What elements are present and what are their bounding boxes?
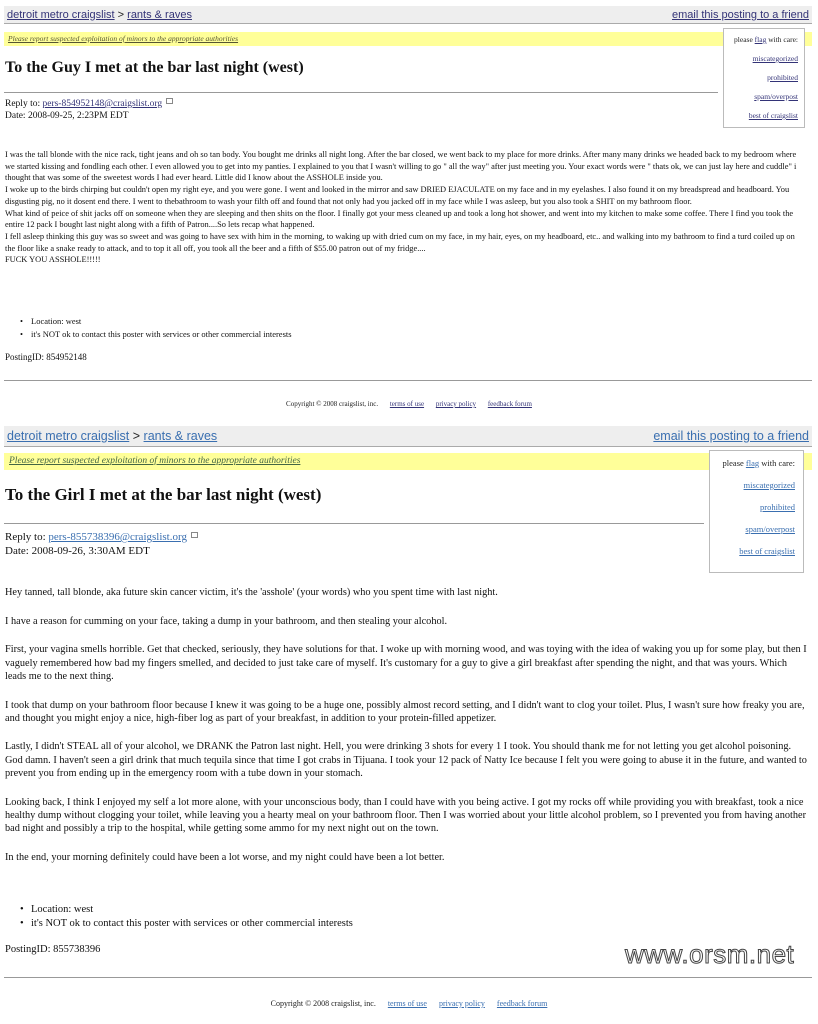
flag-best-of-link[interactable]: best of craigslist bbox=[748, 111, 798, 120]
reply-email-link[interactable]: pers-854952148@craigslist.org bbox=[42, 99, 163, 109]
flag-suffix: with care: bbox=[761, 458, 795, 468]
body-paragraph: In the end, your morning definitely could have been a lot worse, and my night could have been a lot better. bbox=[5, 851, 445, 863]
reply-email-link[interactable]: pers-855738396@craigslist.org bbox=[48, 531, 187, 543]
posting-meta bbox=[5, 98, 173, 122]
divider bbox=[4, 523, 704, 524]
posting-date: 2008-09-26, 3:30AM EDT bbox=[31, 544, 150, 557]
report-exploitation-link[interactable]: Please report suspected exploitation of minors to the appropriate authorities bbox=[8, 34, 239, 43]
posting-meta bbox=[5, 531, 198, 558]
divider bbox=[4, 977, 812, 978]
body-paragraph: I took that dump on your bathroom floor because I knew it was going to be a huge one, possibly almost record setting, and I didn't want to clog your toilet. Plus, I wasn't sure how freaky you are, and thought you might enjoy a nice, high-fiber log as part of your breakfast, in addition to your protein-filled appetizer. bbox=[5, 699, 805, 724]
breadcrumb bbox=[4, 9, 192, 21]
body-paragraph: What kind of peice of shit jacks off on someone when they are sleeping and then shits on the floor. I finally got your mess cleaned up and took a long hot shower, and went into my kitchen to make some coffee. There I find you took the entire 12 pack I bought last night along with a fifth of Patron....So lets recap what happened. bbox=[5, 208, 794, 230]
terms-of-use-link[interactable]: terms of use bbox=[389, 400, 425, 408]
body-paragraph: FUCK YOU ASSHOLE!!!!! bbox=[5, 255, 101, 265]
terms-of-use-link[interactable]: terms of use bbox=[387, 999, 427, 1008]
watermark: www.orsm.net bbox=[625, 939, 795, 969]
posting-body bbox=[5, 149, 805, 266]
breadcrumb-bar bbox=[4, 6, 812, 24]
body-paragraph: I have a reason for cumming on your face, taking a dump in your bathroom, and then stealing your alcohol. bbox=[5, 615, 448, 627]
posting-date: 2008-09-25, 2:23PM EDT bbox=[27, 111, 129, 121]
flag-suffix: with care: bbox=[768, 35, 798, 44]
email-friend-link[interactable]: email this posting to a friend bbox=[653, 429, 809, 443]
breadcrumb-site-link[interactable]: detroit metro craigslist bbox=[7, 8, 115, 21]
mail-icon[interactable] bbox=[191, 532, 198, 538]
flag-miscategorized-link[interactable]: miscategorized bbox=[743, 480, 795, 490]
exploitation-warning-bar bbox=[4, 453, 812, 470]
exploitation-warning-bar bbox=[4, 32, 812, 46]
flag-box bbox=[709, 450, 804, 573]
copyright: Copyright © 2008 craigslist, inc. bbox=[286, 400, 379, 408]
body-paragraph: Hey tanned, tall blonde, aka future skin cancer victim, it's the 'asshole' (your words) who you spent time with last night. bbox=[5, 587, 498, 598]
body-paragraph: I woke up to the birds chirping but couldn't open my right eye, and you were gone. I went and looked in the mirror and saw DRIED EJACULATE on my face and in my eyelashes. I also found it on my breadspread and headboard. You disgusting pig, no it dosent end there. I went to thebathroom to wash your filth off and found that not only had you jacked off in my face while I was asleep, but you also took a SHIT on my bathroom floor. bbox=[5, 185, 790, 206]
body-paragraph: I was the tall blonde with the nice rack, tight jeans and oh so tan body. You bought me drinks all night long. After the bar closed, we went back to my place for more drinks. After many many drinks we headed back to my bedroom where we started kissing and fondling each other. I even allowed you to get into my panties. I explained to you that I wasn't willing to go " all the way" after just meeting you. Your exact words were " thats ok, we can just lay here and cuddle" i thought that was some of the sweetest words I had ever heard. Little did I know about the ASSHOLE inside you. bbox=[5, 150, 797, 183]
body-paragraph: Looking back, I think I enjoyed my self a lot more alone, with your unconscious body, than I could have with you being active. I got my rocks off while providing you with breakfast, took a nice healthy dump without clogging your toilet, while leaving you a hearty meal on your bathroom floor. Then I was worried about your little alcohol problem, so I prevented you from having another bad night and possibly a trip to the hospital, while getting some ammo for my next night out on the town. bbox=[5, 796, 807, 834]
flag-prohibited-link[interactable]: prohibited bbox=[767, 73, 798, 82]
breadcrumb bbox=[4, 429, 217, 443]
reply-label: Reply to: bbox=[5, 531, 46, 543]
copyright: Copyright © 2008 craigslist, inc. bbox=[270, 999, 376, 1008]
flag-spam-link[interactable]: spam/overpost bbox=[745, 524, 795, 534]
flag-box-title bbox=[710, 458, 795, 468]
posting-body bbox=[5, 586, 810, 879]
breadcrumb-section-link[interactable]: rants & raves bbox=[143, 429, 218, 443]
posting-info-list bbox=[17, 903, 353, 931]
posting-title: To the Guy I met at the bar last night (west) bbox=[5, 59, 304, 76]
breadcrumb-separator: > bbox=[117, 8, 125, 21]
posting-guy bbox=[0, 0, 818, 420]
divider bbox=[4, 380, 812, 381]
privacy-policy-link[interactable]: privacy policy bbox=[438, 999, 485, 1008]
contact-notice-item: • it's NOT ok to contact this poster with services or other commercial interests bbox=[17, 917, 353, 931]
flag-help-link[interactable]: flag bbox=[745, 458, 760, 468]
body-paragraph: I fell asleep thinking this guy was so sweet and was going to have sex with him in the morning, to waking up with dried cum on my face, in my hair, eyes, on my headboard, etc.. and walking into my bathroom to find a turd coiled up on the floor like a snake ready to attack, and to top it all off, you took all the beer and a fifth of $55.00 patron out of my fridge.... bbox=[5, 231, 795, 253]
location-item: • Location: west bbox=[17, 315, 292, 328]
footer bbox=[0, 999, 818, 1008]
privacy-policy-link[interactable]: privacy policy bbox=[435, 400, 477, 408]
report-exploitation-link[interactable]: Please report suspected exploitation of minors to the appropriate authorities bbox=[9, 456, 301, 466]
breadcrumb-section-link[interactable]: rants & raves bbox=[127, 8, 192, 21]
email-friend-link[interactable]: email this posting to a friend bbox=[672, 8, 809, 21]
posting-info-list bbox=[17, 315, 292, 340]
footer bbox=[0, 400, 818, 408]
location-item: • Location: west bbox=[17, 903, 353, 917]
flag-box bbox=[723, 28, 805, 128]
posting-id: PostingID: 855738396 bbox=[5, 944, 101, 955]
posting-title: To the Girl I met at the bar last night (west) bbox=[5, 485, 322, 504]
body-paragraph: Lastly, I didn't STEAL all of your alcohol, we DRANK the Patron last night. Hell, you were drinking 3 shots for every 1 I took. You should thank me for not letting you get alcohol poisoning. God damn. I haven't seen a girl drink that much tequila since that time I got crabs in Tijuana. I took your 12 pack of Natty Ice because I felt you were going to abuse it in the future, and wanted to prevent you from ending up in the emergency room with a tube down in your stomach. bbox=[5, 741, 807, 779]
divider bbox=[4, 92, 718, 93]
contact-notice-item: • it's NOT ok to contact this poster with services or other commercial interests bbox=[17, 328, 292, 341]
reply-label: Reply to: bbox=[5, 99, 41, 109]
flag-box-title bbox=[724, 35, 798, 44]
flag-prefix: please bbox=[734, 35, 753, 44]
date-label: Date: bbox=[5, 544, 29, 557]
breadcrumb-bar bbox=[4, 426, 812, 447]
date-label: Date: bbox=[5, 111, 26, 121]
body-paragraph: First, your vagina smells horrible. Get that checked, seriously, they have solutions for that. I woke up with morning wood, and was toying with the idea of waking you up for some play, but then I vaguely remembered how bad my fingers smelled, and decided to just take care of myself. It's customary for a guy to give a girl breakfast after spending the night, and that was yours. Which leads me to the next thing. bbox=[5, 644, 807, 682]
flag-spam-link[interactable]: spam/overpost bbox=[754, 92, 798, 101]
breadcrumb-site-link[interactable]: detroit metro craigslist bbox=[7, 429, 130, 443]
flag-miscategorized-link[interactable]: miscategorized bbox=[752, 54, 798, 63]
flag-prohibited-link[interactable]: prohibited bbox=[760, 502, 795, 512]
posting-id: PostingID: 854952148 bbox=[5, 352, 87, 362]
flag-best-of-link[interactable]: best of craigslist bbox=[739, 546, 795, 556]
breadcrumb-separator: > bbox=[132, 429, 141, 443]
mail-icon[interactable] bbox=[166, 98, 173, 104]
flag-prefix: please bbox=[722, 458, 744, 468]
flag-help-link[interactable]: flag bbox=[754, 35, 767, 44]
feedback-forum-link[interactable]: feedback forum bbox=[487, 400, 532, 408]
feedback-forum-link[interactable]: feedback forum bbox=[496, 999, 548, 1008]
posting-girl bbox=[0, 420, 818, 1024]
